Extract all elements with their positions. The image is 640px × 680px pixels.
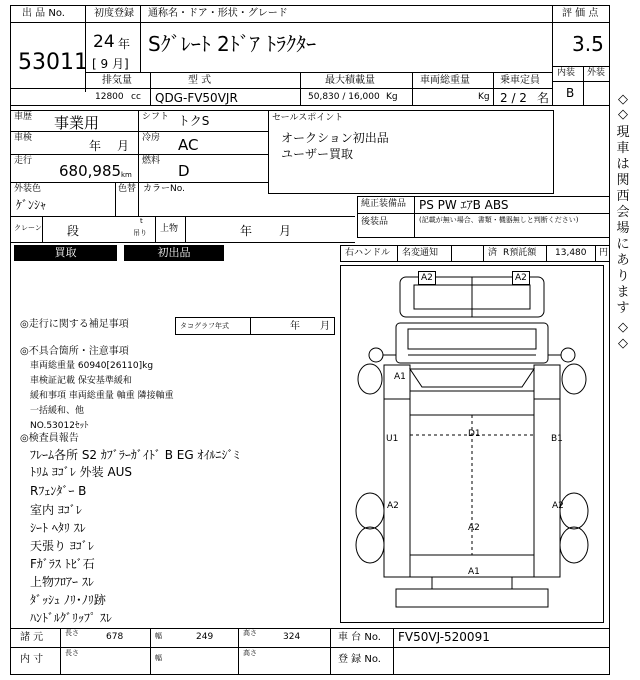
type-label: 型 式 [188,75,212,86]
name-change-label: 名変通知 [402,248,439,258]
capacity-label: 乗車定員 [500,75,540,86]
reg-year: 24 [93,32,115,52]
side-text-3: 現 [616,125,630,140]
upper-month: 月 [279,224,292,238]
overall-score: 3.5 [572,32,604,56]
side-text-5: は [616,157,630,172]
height-value: 324 [283,632,301,642]
defect-line-1: 車両総重量 60940[26110]kg [30,361,154,371]
damage-mark-side-left: U1 [386,434,399,444]
payload-value: 50,830 / 16,000 [308,92,380,102]
shift-value: トクS [178,114,210,128]
inspection-year: 年 [89,139,102,153]
reg-year-unit: 年 [118,37,131,51]
supplement-label: ◎走行に関する補足事項 [20,319,129,330]
recycle-label: 済 [488,248,498,258]
crane-hang: 吊り [133,229,147,237]
damage-mark-front-left: A1 [394,372,406,382]
lot-label: 出 品 No. [22,8,65,19]
name-label: 通称名・ドア・形状・グレード [148,8,288,19]
damage-mark-rear-right: A2 [552,501,564,511]
width-label: 幅 [155,632,162,640]
sales-point-2: ユーザー買取 [281,147,354,161]
inspector-line-8: 上物ﾌﾛｱｰ ｽﾚ [30,575,94,589]
gvw-label: 車両総重量 [420,75,470,86]
damage-mark-rear-center: A2 [468,523,480,533]
side-text-7: 西 [616,189,630,204]
reg-no-label: 登 録 No. [338,654,381,665]
shift-label: シフト [142,112,170,122]
buyout-badge: 買取 [14,245,117,261]
crane-ton: t [140,217,143,225]
model-name: Sｸﾞﾚｰﾄ 2ﾄﾞｱ ﾄﾗｸﾀｰ [148,32,317,56]
inspector-line-9: ﾀﾞｯｼｭ ﾉﾘ･ﾉﾘ跡 [30,593,106,607]
side-text-10: に [616,237,630,252]
payload-unit: Kg [386,92,398,102]
sales-point-1: オークション初出品 [281,131,389,145]
tachograph-label: タコグラフ年式 [180,322,229,330]
displacement-value: 12800 [95,92,124,102]
width-value: 249 [196,632,214,642]
equipment-label: 純正装備品 [361,199,407,209]
defect-line-4: 一括緩和、他 [30,406,85,416]
ac-value: AC [178,136,199,154]
tachograph-year: 年 [290,321,300,332]
aftermarket-label: 後装品 [361,217,389,227]
equipment-value: PS PW ｴｱB ABS [419,198,509,212]
interior-dims-label: 内 寸 [20,654,44,665]
inspection-label: 車検 [14,133,33,143]
inspection-month: 月 [117,139,130,153]
sales-point-label: セールスポイント [272,113,344,123]
side-text-2: ◇ [618,107,628,122]
capacity-value: 2 / 2 [500,91,527,105]
crane-label: クレーン [14,224,42,232]
capacity-unit: 名 [537,91,550,105]
length-label: 長さ [65,629,79,637]
defect-line-2: 車検証記載 保安基準緩和 [30,376,132,386]
recycle-unit: 円 [599,248,609,258]
tachograph-month: 月 [320,321,330,332]
color-code-label: カラーNo. [143,184,185,194]
defects-label: ◎不具合箇所・注意事項 [20,346,129,357]
side-text-6: 関 [616,173,630,188]
steering-value: 右ハンドル [345,248,391,258]
chassis-value: FV50VJ-520091 [398,630,490,644]
recycle-fee-value: 13,480 [555,248,587,258]
damage-mark-center: D1 [468,429,481,439]
exterior-label: 外装 [587,68,606,78]
side-text-1: ◇ [618,92,628,107]
payload-label: 最大積載量 [325,75,375,86]
interior-score: B [566,86,575,100]
length-value: 678 [106,632,124,642]
ac-label: 冷房 [142,133,161,143]
lot-number: 53011 [18,50,88,75]
inspector-line-4: 室内 ﾖｺﾞﾚ [30,503,82,517]
recycle-fee-label: R預託額 [503,248,537,258]
color-label: 外装色 [14,184,42,194]
side-text-15: ◇ [618,320,628,335]
inspector-line-2: ﾄﾘﾑ ﾖｺﾞﾚ 外装 AUS [30,465,133,479]
model-code: QDG-FV50VJR [155,91,238,105]
fuel-value: D [178,162,190,180]
side-text-16: ◇ [618,336,628,351]
side-text-12: り [616,269,630,284]
displacement-unit: cc [131,92,141,102]
upper-year: 年 [240,224,253,238]
inspector-line-7: Fｶﾞﾗｽ ﾄﾋﾞ石 [30,557,95,571]
damage-mark-top-right: A2 [512,271,530,285]
side-text-9: 場 [616,221,630,236]
color-change-label: 色替 [118,184,137,194]
gvw-unit: Kg [478,92,490,102]
side-text-8: 会 [616,205,630,220]
crane-stage: 段 [67,224,80,238]
inspector-line-6: 天張り ﾖｺﾞﾚ [30,539,94,553]
history-value: 事業用 [54,114,100,132]
aftermarket-note: (記載が無い場合、書類・機器無しと判断ください) [419,216,579,224]
inspector-line-10: ﾊﾝﾄﾞﾙｸﾞﾘｯﾌﾟ ｽﾚ [30,611,112,625]
first-listing-badge: 初出品 [124,245,224,261]
first-reg-label: 初度登録 [94,8,134,19]
mileage-value: 680,985 [59,162,122,180]
damage-mark-rear-left: A2 [387,501,399,511]
score-label: 評 価 点 [562,8,599,19]
color-value: ｹﾞﾝｼｬ [16,198,47,212]
interior-label: 内装 [557,68,576,78]
interior-height-label: 高さ [243,649,257,657]
side-text-13: ま [616,285,630,300]
inspector-line-1: ﾌﾚｰﾑ各所 S2 ｶﾌﾞﾗｰｶﾞｲﾄﾞ B EG ｵｲﾙﾆｼﾞﾐ [30,448,240,462]
inspector-label: ◎検査員報告 [20,433,79,444]
inspector-line-3: Rﾌｪﾝﾀﾞｰ B [30,484,87,498]
upper-label: 上物 [160,224,179,234]
interior-width-label: 幅 [155,654,162,662]
damage-mark-rear: A1 [468,567,480,577]
fuel-label: 燃料 [142,156,161,166]
side-text-14: す [616,301,630,316]
height-label: 高さ [243,629,257,637]
displacement-label: 排気量 [102,75,132,86]
mileage-label: 走行 [14,156,33,166]
name-change-box [451,245,484,262]
defect-line-5: NO.53012ｾｯﾄ [30,421,89,431]
side-text-11: あ [616,253,630,268]
reg-month: [ 9 月] [92,57,129,71]
mileage-unit: km [121,171,132,179]
side-text-4: 車 [616,141,630,156]
history-label: 車歴 [14,112,33,122]
damage-mark-top-left: A2 [418,271,436,285]
chassis-label: 車 台 No. [338,632,381,643]
interior-length-label: 長さ [65,649,79,657]
defect-line-3: 緩和事項 車両総重量 軸重 隣接軸重 [30,391,174,401]
inspector-line-5: ｼｰﾄ ﾍﾀﾘ ｽﾚ [30,521,86,535]
damage-mark-side-right: B1 [551,434,563,444]
dims-label: 諸 元 [20,632,44,643]
